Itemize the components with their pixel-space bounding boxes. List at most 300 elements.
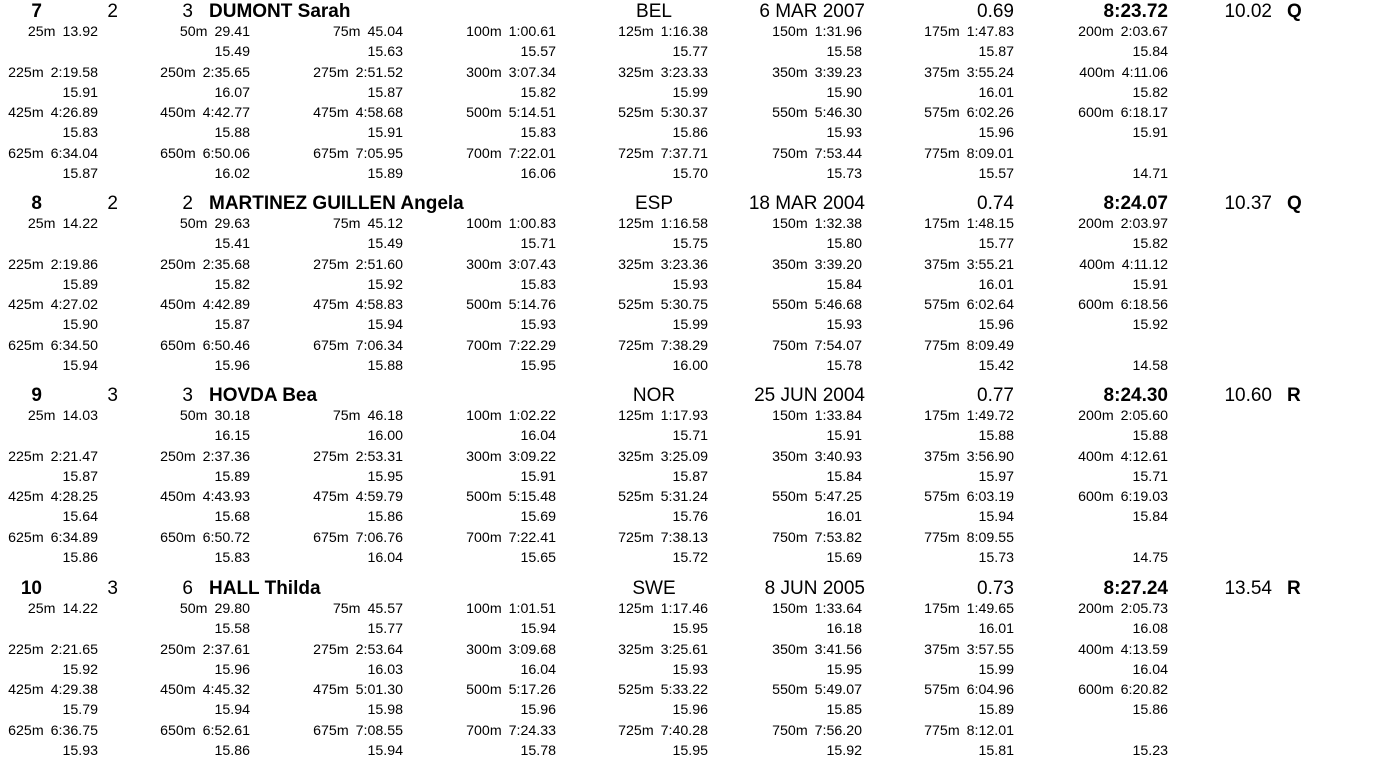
split-cell — [568, 721, 708, 741]
split-cell — [874, 599, 1014, 619]
interval-time: 15.78 — [520, 742, 556, 759]
split-cell — [263, 295, 403, 315]
split-cell — [1028, 295, 1168, 315]
split-distance: 750m — [772, 529, 808, 546]
interval-time: 14.71 — [1132, 165, 1168, 182]
split-distance: 350m — [772, 448, 808, 465]
interval-time: 15.83 — [520, 125, 556, 141]
split-cell — [0, 255, 98, 275]
split-time: 7:54.07 — [814, 337, 862, 354]
split-time: 7:53.82 — [814, 529, 862, 546]
interval-time: 15.80 — [826, 236, 862, 252]
split-time: 7:22.41 — [508, 529, 556, 546]
split-distance: 700m — [466, 145, 502, 162]
interval-row — [0, 660, 1374, 680]
interval-time: 15.89 — [367, 165, 403, 182]
split-cell — [874, 63, 1014, 83]
split-cell — [110, 721, 250, 741]
split-time: 6:52.61 — [202, 722, 250, 739]
split-distance: 400m — [1078, 641, 1114, 658]
interval-time: 15.93 — [62, 742, 98, 759]
split-time: 7:08.55 — [355, 722, 403, 739]
split-time: 4:58.68 — [355, 105, 403, 121]
interval-time: 15.23 — [1132, 742, 1168, 759]
split-cell — [263, 599, 403, 619]
split-time: 4:13.59 — [1120, 641, 1168, 658]
split-cell — [874, 255, 1014, 275]
interval-row — [0, 234, 1374, 254]
split-time: 1:17.93 — [660, 408, 708, 424]
split-distance: 25m — [27, 216, 56, 232]
split-cell — [874, 144, 1014, 164]
athlete-nation: ESP — [634, 193, 674, 214]
split-time: 6:50.46 — [202, 337, 250, 354]
split-cell — [0, 406, 98, 426]
split-cell — [110, 295, 250, 315]
split-cell — [1028, 406, 1168, 426]
athlete-heat: 3 — [107, 385, 118, 406]
split-time: 7:56.20 — [814, 722, 862, 739]
split-cell — [110, 103, 250, 123]
split-row — [0, 599, 1374, 619]
athlete-heat: 2 — [107, 1, 118, 22]
split-time: 3:07.34 — [508, 64, 556, 81]
split-distance: 450m — [160, 489, 196, 505]
interval-time: 15.77 — [672, 44, 708, 60]
interval-time: 15.91 — [62, 84, 98, 101]
split-cell — [263, 640, 403, 660]
split-cell — [722, 447, 862, 467]
interval-row — [0, 164, 1374, 184]
split-distance: 325m — [618, 448, 654, 465]
split-distance: 50m — [179, 216, 208, 232]
interval-time: 15.57 — [978, 165, 1014, 182]
time-behind: 13.54 — [1224, 578, 1272, 599]
split-cell — [416, 144, 556, 164]
split-time: 4:11.12 — [1121, 256, 1168, 273]
split-time: 6:02.64 — [966, 297, 1014, 313]
split-cell — [568, 22, 708, 42]
athlete-rank: 10 — [20, 578, 42, 599]
split-time: 4:58.83 — [355, 297, 403, 313]
interval-time: 15.94 — [367, 742, 403, 759]
final-time: 8:27.24 — [1103, 578, 1168, 599]
athlete-rank: 7 — [31, 1, 42, 22]
split-distance: 300m — [466, 448, 502, 465]
split-cell — [110, 63, 250, 83]
interval-time: 15.88 — [367, 357, 403, 374]
reaction-time: 0.77 — [977, 385, 1014, 406]
split-distance: 675m — [313, 529, 349, 546]
split-distance: 75m — [332, 601, 361, 617]
split-time: 4:42.77 — [202, 105, 250, 121]
split-distance: 450m — [160, 297, 196, 313]
interval-time: 15.96 — [978, 125, 1014, 141]
split-distance: 700m — [466, 722, 502, 739]
split-cell — [263, 214, 403, 234]
interval-row — [0, 42, 1374, 62]
split-distance: 325m — [618, 256, 654, 273]
interval-time: 15.49 — [214, 44, 250, 60]
interval-time: 15.95 — [672, 742, 708, 759]
split-distance: 775m — [924, 337, 960, 354]
athlete-lane: 6 — [182, 578, 193, 599]
interval-time: 14.58 — [1132, 357, 1168, 374]
split-distance: 325m — [618, 64, 654, 81]
split-time: 5:47.25 — [814, 489, 862, 505]
interval-row — [0, 275, 1374, 295]
athlete-name: HALL Thilda — [209, 578, 321, 599]
split-time: 29.63 — [214, 216, 250, 232]
interval-time: 15.91 — [1132, 276, 1168, 293]
split-distance: 600m — [1078, 297, 1114, 313]
split-cell — [263, 255, 403, 275]
split-cell — [874, 528, 1014, 548]
split-cell — [263, 63, 403, 83]
split-distance: 250m — [160, 448, 196, 465]
interval-row — [0, 83, 1374, 103]
split-cell — [568, 295, 708, 315]
split-distance: 750m — [772, 337, 808, 354]
split-row — [0, 406, 1374, 426]
split-distance: 100m — [466, 601, 502, 617]
split-time: 7:37.71 — [660, 145, 708, 162]
athlete-lane: 3 — [182, 385, 193, 406]
split-distance: 725m — [618, 337, 654, 354]
split-time: 6:34.50 — [50, 337, 98, 354]
split-cell — [1028, 680, 1168, 700]
athlete-rank: 8 — [31, 193, 42, 214]
split-cell — [722, 144, 862, 164]
split-time: 3:23.33 — [660, 64, 708, 81]
split-cell — [0, 336, 98, 356]
split-cell — [874, 336, 1014, 356]
split-time: 6:18.56 — [1120, 297, 1168, 313]
interval-time: 15.87 — [62, 165, 98, 182]
split-time: 1:49.65 — [966, 601, 1014, 617]
interval-time: 15.82 — [520, 84, 556, 101]
split-cell — [722, 295, 862, 315]
interval-time: 15.90 — [62, 317, 98, 333]
qualification-status: Q — [1287, 193, 1302, 214]
split-cell — [874, 640, 1014, 660]
split-distance: 475m — [313, 105, 349, 121]
split-time: 4:27.02 — [50, 297, 98, 313]
time-behind: 10.37 — [1224, 193, 1272, 214]
interval-time: 15.82 — [1132, 84, 1168, 101]
interval-time: 15.76 — [672, 509, 708, 525]
split-time: 3:23.36 — [660, 256, 708, 273]
split-distance: 475m — [313, 297, 349, 313]
interval-time: 15.73 — [826, 165, 862, 182]
split-row — [0, 336, 1374, 356]
split-distance: 550m — [772, 489, 808, 505]
split-cell — [874, 487, 1014, 507]
split-time: 6:20.82 — [1120, 682, 1168, 698]
split-cell — [416, 255, 556, 275]
interval-time: 15.99 — [672, 84, 708, 101]
athlete-heat: 2 — [107, 193, 118, 214]
interval-time: 15.71 — [1132, 468, 1168, 485]
interval-time: 15.93 — [672, 661, 708, 678]
split-distance: 100m — [466, 24, 502, 40]
split-distance: 75m — [332, 216, 361, 232]
split-time: 6:04.96 — [966, 682, 1014, 698]
split-distance: 575m — [924, 105, 960, 121]
split-cell — [416, 336, 556, 356]
athlete-name: MARTINEZ GUILLEN Angela — [209, 193, 464, 214]
split-distance: 100m — [466, 216, 502, 232]
split-cell — [416, 295, 556, 315]
split-distance: 25m — [27, 24, 56, 40]
split-distance: 450m — [160, 105, 196, 121]
athlete-heat: 3 — [107, 578, 118, 599]
interval-time: 15.87 — [672, 468, 708, 485]
split-time: 1:16.38 — [660, 24, 708, 40]
split-distance: 650m — [160, 145, 196, 162]
split-cell — [263, 406, 403, 426]
split-cell — [416, 406, 556, 426]
split-time: 4:59.79 — [355, 489, 403, 505]
split-time: 5:14.51 — [508, 105, 556, 121]
split-cell — [722, 599, 862, 619]
split-cell — [416, 63, 556, 83]
split-cell — [263, 721, 403, 741]
split-cell — [1028, 214, 1168, 234]
split-distance: 275m — [313, 641, 349, 658]
interval-time: 15.94 — [367, 317, 403, 333]
split-distance: 225m — [8, 256, 44, 273]
athlete-result — [0, 577, 1374, 769]
split-cell — [722, 214, 862, 234]
split-distance: 25m — [27, 601, 56, 617]
split-cell — [1028, 487, 1168, 507]
split-row — [0, 144, 1374, 164]
split-cell — [263, 447, 403, 467]
split-time: 4:43.93 — [202, 489, 250, 505]
split-distance: 175m — [924, 601, 960, 617]
split-time: 13.92 — [62, 24, 98, 40]
interval-time: 15.86 — [62, 549, 98, 566]
interval-time: 15.69 — [826, 549, 862, 566]
split-distance: 775m — [924, 722, 960, 739]
interval-time: 15.94 — [62, 357, 98, 374]
athlete-lane: 3 — [182, 1, 193, 22]
split-time: 14.22 — [62, 216, 98, 232]
split-time: 1:49.72 — [966, 408, 1014, 424]
split-time: 1:00.83 — [508, 216, 556, 232]
split-time: 1:16.58 — [660, 216, 708, 232]
split-cell — [110, 528, 250, 548]
split-time: 2:37.36 — [202, 448, 250, 465]
split-cell — [110, 599, 250, 619]
split-time: 3:57.55 — [966, 641, 1014, 658]
split-time: 1:02.22 — [508, 408, 556, 424]
split-time: 46.18 — [367, 408, 403, 424]
interval-time: 15.87 — [367, 84, 403, 101]
split-row — [0, 447, 1374, 467]
split-row — [0, 295, 1374, 315]
split-cell — [0, 447, 98, 467]
split-time: 29.80 — [214, 601, 250, 617]
interval-time: 16.04 — [1132, 661, 1168, 678]
split-time: 2:35.68 — [202, 256, 250, 273]
split-distance: 625m — [8, 145, 44, 162]
split-distance: 300m — [466, 641, 502, 658]
split-time: 29.41 — [214, 24, 250, 40]
interval-time: 15.63 — [367, 44, 403, 60]
qualification-status: R — [1287, 578, 1301, 599]
split-row — [0, 22, 1374, 42]
split-cell — [722, 487, 862, 507]
interval-time: 15.93 — [672, 276, 708, 293]
split-row — [0, 214, 1374, 234]
time-behind: 10.60 — [1224, 385, 1272, 406]
qualification-status: R — [1287, 385, 1301, 406]
split-cell — [568, 144, 708, 164]
split-time: 1:17.46 — [660, 601, 708, 617]
interval-time: 15.65 — [520, 549, 556, 566]
interval-time: 15.94 — [214, 702, 250, 718]
interval-time: 15.79 — [62, 702, 98, 718]
split-cell — [0, 599, 98, 619]
split-time: 7:22.01 — [508, 145, 556, 162]
interval-time: 15.95 — [367, 468, 403, 485]
interval-time: 15.69 — [520, 509, 556, 525]
interval-time: 15.57 — [520, 44, 556, 60]
final-time: 8:23.72 — [1103, 1, 1168, 22]
interval-time: 15.84 — [1132, 44, 1168, 60]
athlete-lane: 2 — [182, 193, 193, 214]
split-cell — [416, 599, 556, 619]
split-cell — [722, 721, 862, 741]
split-distance: 575m — [924, 682, 960, 698]
split-time: 1:33.84 — [814, 408, 862, 424]
split-distance: 500m — [466, 105, 502, 121]
split-distance: 225m — [8, 64, 44, 81]
split-time: 1:33.64 — [814, 601, 862, 617]
split-distance: 425m — [8, 489, 44, 505]
split-cell — [110, 214, 250, 234]
split-time: 6:34.04 — [50, 145, 98, 162]
interval-time: 15.86 — [1132, 702, 1168, 718]
split-distance: 125m — [618, 24, 654, 40]
split-time: 2:37.61 — [202, 641, 250, 658]
split-time: 4:28.25 — [50, 489, 98, 505]
split-time: 1:01.51 — [508, 601, 556, 617]
split-distance: 500m — [466, 297, 502, 313]
split-cell — [263, 103, 403, 123]
interval-time: 15.75 — [672, 236, 708, 252]
split-distance: 175m — [924, 408, 960, 424]
split-time: 3:55.21 — [966, 256, 1014, 273]
split-cell — [263, 680, 403, 700]
interval-row — [0, 619, 1374, 639]
split-distance: 525m — [618, 682, 654, 698]
split-distance: 575m — [924, 489, 960, 505]
split-time: 2:21.47 — [50, 448, 98, 465]
split-distance: 100m — [466, 408, 502, 424]
athlete-name: HOVDA Bea — [209, 385, 318, 406]
split-distance: 300m — [466, 64, 502, 81]
split-cell — [722, 336, 862, 356]
split-time: 6:02.26 — [966, 105, 1014, 121]
interval-time: 15.92 — [62, 661, 98, 678]
split-time: 4:26.89 — [50, 105, 98, 121]
interval-time: 16.04 — [367, 549, 403, 566]
split-cell — [416, 721, 556, 741]
split-cell — [416, 528, 556, 548]
interval-time: 16.01 — [978, 84, 1014, 101]
split-cell — [1028, 447, 1168, 467]
split-distance: 375m — [924, 64, 960, 81]
split-cell — [110, 680, 250, 700]
split-time: 3:09.68 — [508, 641, 556, 658]
qualification-status: Q — [1287, 1, 1302, 22]
interval-time: 16.04 — [520, 661, 556, 678]
interval-time: 15.89 — [214, 468, 250, 485]
split-distance: 425m — [8, 297, 44, 313]
interval-time: 15.94 — [520, 621, 556, 637]
split-cell — [1028, 22, 1168, 42]
interval-time: 15.86 — [367, 509, 403, 525]
interval-time: 15.93 — [520, 317, 556, 333]
split-time: 7:06.76 — [355, 529, 403, 546]
split-time: 3:39.23 — [814, 64, 862, 81]
split-cell — [1028, 599, 1168, 619]
split-distance: 75m — [332, 24, 361, 40]
interval-time: 15.41 — [214, 236, 250, 252]
split-time: 1:47.83 — [966, 24, 1014, 40]
split-cell — [722, 22, 862, 42]
split-time: 1:32.38 — [814, 216, 862, 232]
interval-time: 16.03 — [367, 661, 403, 678]
interval-time: 15.77 — [367, 621, 403, 637]
split-cell — [416, 640, 556, 660]
split-distance: 550m — [772, 105, 808, 121]
split-cell — [416, 22, 556, 42]
split-cell — [416, 680, 556, 700]
split-distance: 625m — [8, 722, 44, 739]
split-cell — [874, 103, 1014, 123]
athlete-birth-date: 6 MAR 2007 — [759, 1, 865, 22]
split-time: 2:05.73 — [1120, 601, 1168, 617]
split-distance: 475m — [313, 682, 349, 698]
split-time: 8:12.01 — [966, 722, 1014, 739]
split-distance: 275m — [313, 64, 349, 81]
athlete-birth-date: 18 MAR 2004 — [748, 193, 865, 214]
interval-time: 15.92 — [367, 276, 403, 293]
split-cell — [0, 528, 98, 548]
interval-time: 15.98 — [367, 702, 403, 718]
split-cell — [1028, 640, 1168, 660]
split-distance: 675m — [313, 337, 349, 354]
interval-time: 15.96 — [214, 661, 250, 678]
split-cell — [0, 721, 98, 741]
split-time: 45.04 — [367, 24, 403, 40]
split-cell — [110, 144, 250, 164]
split-time: 2:05.60 — [1120, 408, 1168, 424]
split-distance: 550m — [772, 297, 808, 313]
split-time: 2:19.86 — [50, 256, 98, 273]
split-distance: 350m — [772, 256, 808, 273]
split-row — [0, 255, 1374, 275]
split-cell — [110, 640, 250, 660]
split-time: 14.22 — [62, 601, 98, 617]
split-distance: 700m — [466, 529, 502, 546]
split-cell — [568, 528, 708, 548]
athlete-name: DUMONT Sarah — [209, 1, 351, 22]
